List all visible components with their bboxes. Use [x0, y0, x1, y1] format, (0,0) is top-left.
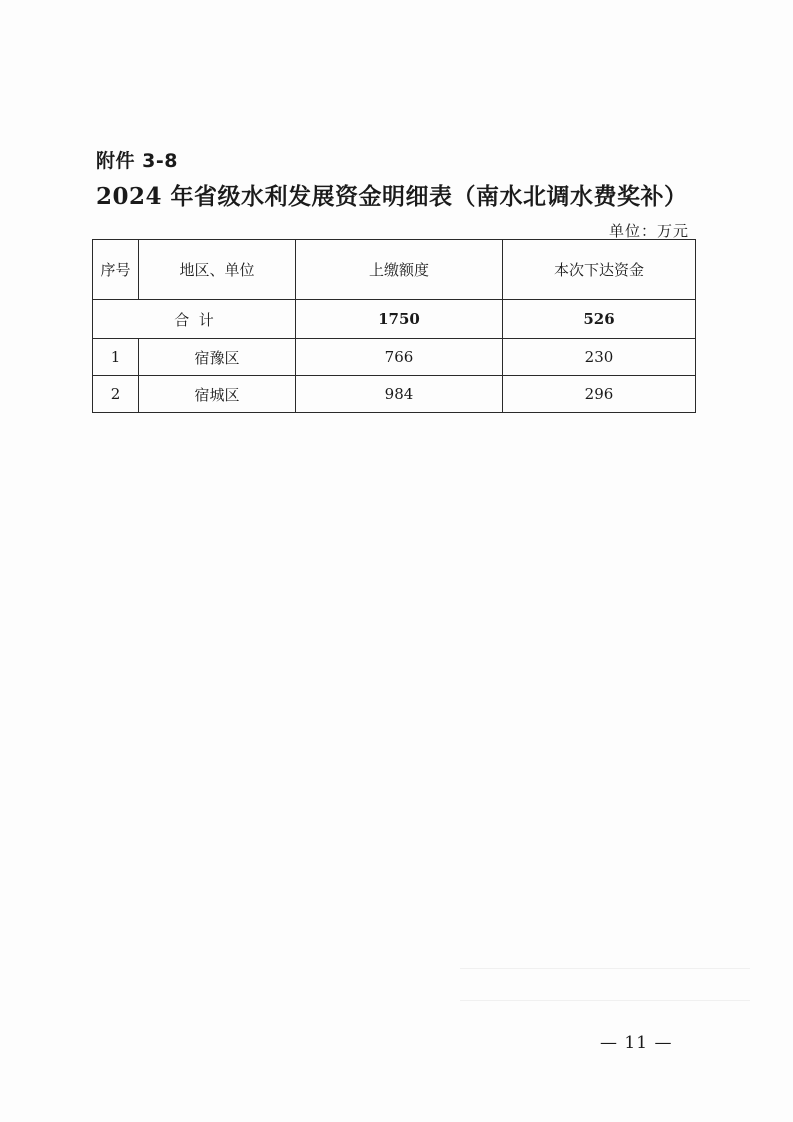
table-header-row — [93, 240, 696, 300]
header-allocated: 本次下达资金 — [503, 240, 696, 300]
annex-label: 附件 3-8 — [96, 150, 178, 172]
row-region: 宿豫区 — [139, 339, 296, 376]
page-number: — 11 — — [600, 1033, 673, 1053]
row-paid: 984 — [296, 376, 503, 413]
total-paid: 1750 — [296, 300, 503, 339]
row-paid: 766 — [296, 339, 503, 376]
funding-detail-table — [92, 239, 696, 413]
row-seq: 1 — [93, 339, 139, 376]
row-allocated: 296 — [503, 376, 696, 413]
table-row — [93, 339, 696, 376]
total-allocated: 526 — [503, 300, 696, 339]
document-title: 2024 年省级水利发展资金明细表（南水北调水费奖补） — [96, 183, 688, 210]
header-seq: 序号 — [93, 240, 139, 300]
row-region: 宿城区 — [139, 376, 296, 413]
total-label: 合 计 — [93, 300, 296, 339]
row-seq: 2 — [93, 376, 139, 413]
header-region: 地区、单位 — [139, 240, 296, 300]
header-paid: 上缴额度 — [296, 240, 503, 300]
row-allocated: 230 — [503, 339, 696, 376]
unit-label: 单位：万元 — [608, 222, 689, 240]
faint-bleed-through-line — [460, 968, 750, 969]
faint-bleed-through-line — [460, 1000, 750, 1001]
table-row — [93, 376, 696, 413]
table-total-row — [93, 300, 696, 339]
